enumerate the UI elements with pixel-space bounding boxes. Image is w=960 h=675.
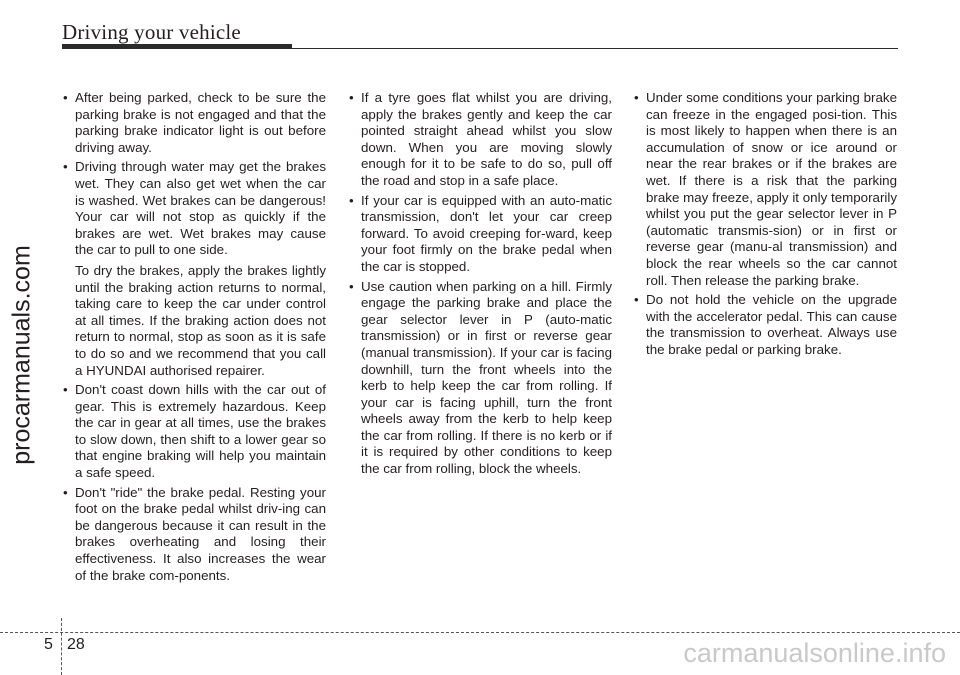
text-column-1	[62, 90, 326, 587]
page-header-title: Driving your vehicle	[62, 20, 241, 44]
bullet-item	[348, 193, 612, 276]
paragraph: • Do not hold the vehicle on the upgrade with the accelerator pedal. This can cause the transmission to overheat. Always use the brake pedal or parking brake.	[646, 292, 897, 357]
bullet-list	[348, 90, 612, 478]
bullet-item	[633, 90, 897, 289]
bullet-item	[633, 292, 897, 358]
bullet-item	[62, 90, 326, 156]
bullet-list	[633, 90, 897, 359]
paragraph: • Don't "ride" the brake pedal. Resting your foot on the brake pedal whilst driv-ing can be dangerous because it can result in the brakes overheating and losing their effectiveness. It also increases the wear of the brake com-ponents.	[75, 484, 326, 583]
bullet-item	[62, 485, 326, 585]
bullet-list	[62, 90, 326, 584]
paragraph: • After being parked, check to be sure the parking brake is not engaged and that the parking brake indicator light is out before driving away.	[75, 90, 326, 155]
side-watermark: procarmanuals.com	[7, 245, 36, 465]
bullet-item	[348, 90, 612, 190]
header-rule	[292, 48, 898, 49]
footer-divider	[61, 618, 62, 675]
bullet-item	[348, 279, 612, 478]
footer-rule	[0, 632, 960, 633]
paragraph: • If a tyre goes flat whilst you are driving, apply the brakes gently and keep the car pointed straight ahead whilst you slow down. When you are moving slowly enough for it to be safe to do so, pull off the road and stop in a safe place.	[361, 90, 612, 188]
bullet-item	[62, 382, 326, 482]
text-column-3	[633, 90, 897, 362]
chapter-number: 5	[44, 636, 53, 653]
paragraph: • If your car is equipped with an auto-matic transmission, don't let your car creep forward. To avoid creeping for-ward, keep your foot firmly on the brake pedal when the car is stopped.	[361, 192, 612, 274]
bottom-watermark: carmanualsonline.info	[683, 638, 946, 668]
paragraph: • Don't coast down hills with the car out of gear. This is extremely hazardous. Keep the car in gear at all times, use the brakes to slow down, then shift to a lower gear so that engine braking will help you maintain a safe speed.	[75, 382, 326, 481]
text-column-2	[348, 90, 612, 481]
header-accent-bar	[62, 44, 292, 49]
paragraph: • Use caution when parking on a hill. Firmly engage the parking brake and place the gear selector lever in P (auto-matic transmission) or in first or reverse gear (manual transmission). If your car is facing downhill, turn the front wheels into the kerb to help keep the car from rolling. If your car is facing uphill, turn the front wheels away from the kerb to help keep the car from rolling. If there is no kerb or if it is required by other conditions to keep the car from rolling, block the wheels.	[361, 278, 612, 477]
paragraph: • Under some conditions your parking brake can freeze in the engaged posi-tion. This is most likely to happen when there is an accumulation of snow or ice around or near the rear brakes or if the brakes are wet. If there is a risk that the parking brake may freeze, apply it only temporarily whilst you put the gear selector lever in P (automatic transmis-sion) or in first or reverse gear (manu-al transmission) and block the rear wheels so the car cannot roll. Then release the parking brake.	[646, 90, 897, 288]
paragraph: • Driving through water may get the brakes wet. They can also get wet when the car is washed. Wet brakes can be dangerous! Your car will not stop as quickly if the brakes are wet. Wet brakes may cause the car to pull to one side.	[75, 159, 326, 258]
bullet-item	[62, 159, 326, 379]
paragraph: To dry the brakes, apply the brakes lightly until the braking action returns to normal, taking care to keep the car under control at all times. If the braking action does not return to normal, stop as soon as it is safe to do so and we recommend that you call a HYUNDAI authorised repairer.	[75, 262, 326, 378]
page-number: 28	[67, 636, 85, 653]
